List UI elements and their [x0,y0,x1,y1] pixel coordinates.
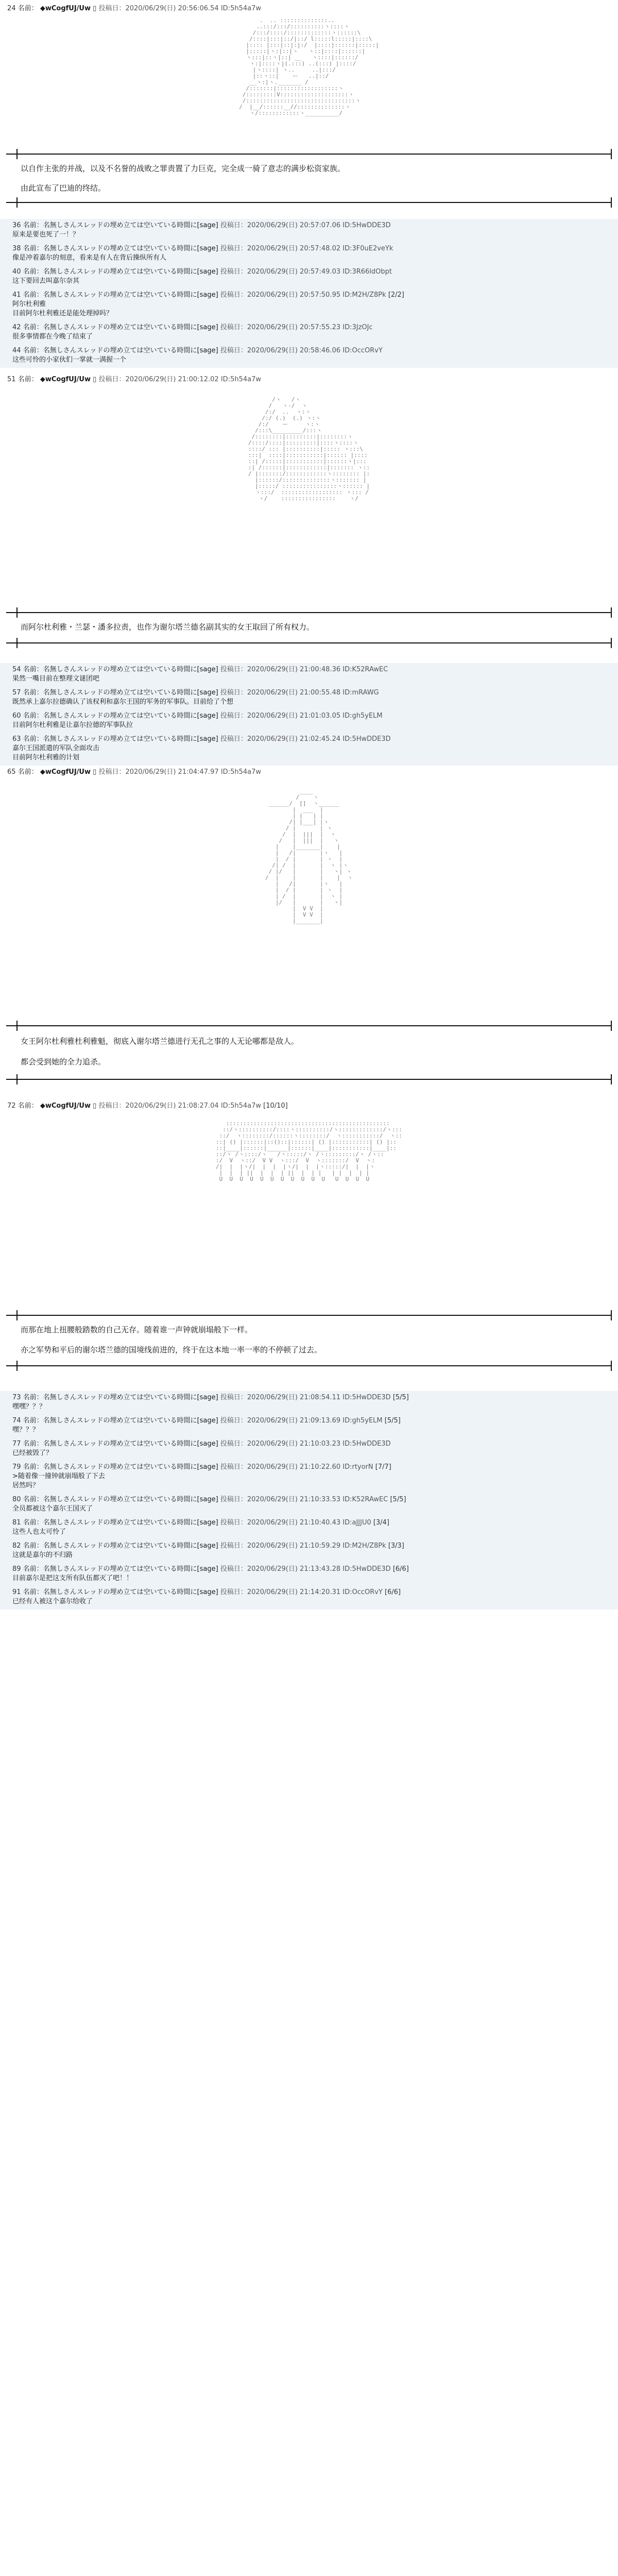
post-date: 投稿日：2020/06/29(日) 21:10:59.29 [220,1542,341,1550]
post-id[interactable]: ID:K52RAwEC [342,666,388,673]
post-date: 投稿日：2020/06/29(日) 21:02:45.24 [220,735,341,743]
post-name: 名前：名無しさんスレッドの埋め立ては空いている時間に[sage] [23,1519,218,1527]
post-body: 目前嘉尔是把这支所有队伍都灭了吧！！ [12,1574,133,1582]
timeline-divider [6,1079,612,1080]
post-header [5,267,614,277]
post-number[interactable]: 51 [7,376,16,383]
narration-text: 由此宣布了巴迪的终结。 [21,183,106,193]
post-header [0,768,618,777]
ascii-art-2: /ヽ /ヽ / ヽ-/ ヽ /:/ .. ヽ:ヽ /:/ (.) (.) ヽ:ヽ /:/ ー ヽ:ヽ /:::\_________/:::ヽ /::::::::|:::::::::|::::::::ヽ /::::/::::|:::::::::|::::ヽ::::ヽ ::::/ ::: |::::::::::|::::: ヽ:::\ :::| ::::|:::::::::::|:::::: |:::: ::| /:::::|:::::::::::|::::::ヽ|::: :| /::::::|::::::::::::|::::::: ヽ:: / |:::::::/::::::::::::ヽ:::::::: |: |::::::/::::::::::::::ヽ::::::: | |:::::/ ::::::::::::::::ヽ:::::: | ヽ:::/ :::::::::::::::::: ヽ::: / ヽ/ :::::::::::::::: ヽ/ [248,397,370,502]
post-63 [0,733,618,766]
post-header [5,1463,614,1472]
post-date: 投稿日：2020/06/29(日) 20:58:46.06 [220,347,341,354]
post-date: 投稿日：2020/06/29(日) 21:10:33.53 [220,1496,341,1503]
post-number[interactable]: 42 [12,324,21,331]
post-name: 名前：名無しさんスレッドの埋め立ては空いている時間に[sage] [23,712,218,720]
post-mark: ▯ [93,5,97,12]
post-name: 名前： [18,376,38,383]
post-date: 投稿日：2020/06/29(日) 20:57:48.02 [220,245,341,252]
post-89 [0,1563,618,1586]
post-40 [0,265,618,289]
post-id[interactable]: ID:rtyorN [342,1463,373,1471]
post-number[interactable]: 65 [7,768,16,776]
post-body: 既然承上嘉尔拉德确认了该权利和嘉尔王国的军务的军事队。目前给了个想 [12,698,234,706]
post-73 [0,1391,618,1415]
post-77 [0,1437,618,1461]
post-id[interactable]: ID:OccORvY [342,347,383,354]
post-number[interactable]: 89 [12,1565,21,1573]
post-72 [0,1101,618,1111]
post-header [5,711,614,721]
post-name: 名前：名無しさんスレッドの埋め立ては空いている時間に[sage] [23,1588,218,1596]
post-header [5,291,614,300]
post-id[interactable]: ID:gh5yELM [342,712,383,720]
post-id[interactable]: ID:5HwDDE3D [342,1565,391,1573]
post-60 [0,709,618,733]
post-trip: ◆wCogfUJ/Uw [40,5,91,12]
post-79 [0,1461,618,1494]
post-header [5,1541,614,1551]
post-54 [0,663,618,687]
post-id[interactable]: ID:gh5yELM [342,1417,383,1425]
ascii-art-3: ____ / ヽ ______/ [] ヽ______ | ___ | | | | | /| |___| |ヽ / | | ヽ / | ||| | ヽ / | ||| | ヽ | |_______| | | /| |ヽ | | / | | ヽ | /| / | | ヽ |ヽ / |/ | | ヽ| ヽ / | | | | ヽ | /| |ヽ | | / | | ヽ | | / | | ヽ | |/ | | ヽ| | V V | | V V | |_______| [265,788,353,924]
post-id[interactable]: ID:OccORvY [342,1588,383,1596]
post-name: 名前：名無しさんスレッドの埋め立ては空いている時間に[sage] [23,245,218,252]
post-id[interactable]: ID:3F0uE2veYk [342,245,393,252]
post-header [5,1495,614,1504]
post-id[interactable]: ID:5h54a7w [220,768,261,776]
post-header [5,1439,614,1449]
post-trip: ◆wCogfUJ/Uw [40,376,91,383]
post-trip: ◆wCogfUJ/Uw [40,1102,91,1110]
post-date: 投稿日：2020/06/29(日) 21:00:55.48 [220,689,341,697]
timeline-divider [6,1315,612,1316]
post-id[interactable]: ID:5h54a7w [220,5,261,12]
post-id[interactable]: ID:M2H/Z8Pk [342,291,386,299]
post-id[interactable]: ID:aJJJU0 [342,1519,371,1527]
timeline-divider [6,642,612,643]
post-name: 名前：名無しさんスレッドの埋め立ては空いている時間に[sage] [23,291,218,299]
post-body: 嘿？？？ [12,1426,40,1434]
post-number[interactable]: 54 [12,666,21,673]
post-count: [6/6] [385,1588,401,1596]
post-81 [0,1516,618,1540]
timeline-divider [6,1365,612,1366]
post-header [5,735,614,744]
post-count: [10/10] [263,1102,288,1110]
post-date: 投稿日：2020/06/29(日) 21:04:47.97 [98,768,219,776]
post-name: 名前：名無しさんスレッドの埋め立ては空いている時間に[sage] [23,1565,218,1573]
post-41 [0,289,618,321]
post-number[interactable]: 38 [12,245,21,252]
post-24 [0,4,618,13]
post-id[interactable]: ID:5HwDDE3D [342,1394,391,1401]
post-id[interactable]: ID:K52RAwEC [342,1496,388,1503]
post-57 [0,686,618,710]
post-date: 投稿日：2020/06/29(日) 21:01:03.05 [220,712,341,720]
post-header [5,1565,614,1574]
post-count: [3/4] [373,1519,389,1527]
post-date: 投稿日：2020/06/29(日) 21:08:27.04 [98,1102,219,1110]
post-id[interactable]: ID:5HwDDE3D [342,735,391,743]
post-body: 全员都被这个嘉尔王国灭了 [12,1505,93,1513]
post-body: 居然吗？ [12,1482,40,1489]
post-name: 名前： [18,1102,38,1110]
post-count: [5/5] [384,1417,401,1425]
post-body: 已经被毁了？ [12,1449,53,1457]
post-date: 投稿日：2020/06/29(日) 20:57:50.95 [220,291,341,299]
post-38 [0,242,618,266]
post-name: 名前：名無しさんスレッドの埋め立ては空いている時間に[sage] [23,689,218,697]
post-number[interactable]: 40 [12,268,21,276]
post-mark: ▯ [93,376,97,383]
post-name: 名前：名無しさんスレッドの埋め立ては空いている時間に[sage] [23,666,218,673]
post-number[interactable]: 74 [12,1417,21,1425]
post-count: [5/5] [392,1394,409,1401]
post-date: 投稿日：2020/06/29(日) 20:57:55.23 [220,324,341,331]
post-id[interactable]: ID:mRAWG [342,689,379,697]
post-number[interactable]: 82 [12,1542,21,1550]
narration-text: 都会受到她的全力追杀。 [21,1057,106,1066]
post-id[interactable]: ID:5HwDDE3D [342,1440,391,1448]
ascii-art-1: . .. ::::::::::::::.. ..:::/:::/::::::::::ヽ::::ヽ /:::/::::/:::::::::::::ヽ::::::\ /::::|:::|::/|::/ l:::::l:::::|::::\ |:::: |:::|::|:|:/ |::::|::::::|:::::| |:::::|ヽ:|::|ヽ ヽ::|::::|::::::| ヽ:::|::ヽ|::| __ ヽ::::|::::::/ ヽ:|::::ヽ|(.:::) ..(:::) |::::/ |ヽ::::| ヽ.. ..|:::/ |::ヽ::| ー ..|::/ __ヽ:|ヽ._______ / /:::::::|::::::::::::::::::ヽ /:::::::::V::::::::::::::::::::ヽ /::::::::::::::::::::::::::::::::ヽ / |__/::::::__//::::::::::::::ヽ ヽ/::::::::::::ヽ__________/ [239,18,379,116]
post-body: 这些人也太可怜了 [12,1528,66,1536]
post-body: 这些可怜的小家伙们一掌就一满握一个 [12,356,127,364]
narration-text: 而阿尔杜利雅・兰瑟・潘多拉责，也作为谢尔塔兰德名副其实的女王取回了所有权力。 [21,622,315,632]
post-id[interactable]: ID:5HwDDE3D [342,222,391,229]
post-header [0,375,618,384]
post-number[interactable]: 57 [12,689,21,697]
post-44 [0,344,618,368]
narration-text: 女王阿尔杜利雅杜利雅魁，彻底入谢尔塔兰德进行无孔之事的人无论哪都是敌人。 [21,1037,299,1046]
post-date: 投稿日：2020/06/29(日) 21:08:54.11 [220,1394,341,1401]
narration-text: 以自作主张的并战，以及不名誉的战败之罪责置了力巨克，完全成一骑了意志的满步松资家族。 [21,164,346,173]
post-number[interactable]: 63 [12,735,21,743]
post-id[interactable]: ID:3R66ldObpt [342,268,392,276]
post-header [5,221,614,230]
post-date: 投稿日：2020/06/29(日) 21:10:03.23 [220,1440,341,1448]
post-date: 投稿日：2020/06/29(日) 21:13:43.28 [220,1565,341,1573]
post-date: 投稿日：2020/06/29(日) 20:57:49.03 [220,268,341,276]
post-date: 投稿日：2020/06/29(日) 21:10:22.60 [220,1463,341,1471]
post-id[interactable]: ID:M2H/Z8Pk [342,1542,386,1550]
post-date: 投稿日：2020/06/29(日) 21:00:12.02 [98,376,219,383]
post-name: 名前：名無しさんスレッドの埋め立ては空いている時間に[sage] [23,1496,218,1503]
post-header [5,1393,614,1402]
post-65 [0,768,618,777]
post-body: 果然一嘴目前在整理文谜团吧 [12,675,100,683]
post-36 [0,219,618,243]
post-mark: ▯ [93,1102,97,1110]
post-74 [0,1414,618,1438]
post-name: 名前：名無しさんスレッドの埋め立ては空いている時間に[sage] [23,347,218,354]
post-name: 名前：名無しさんスレッドの埋め立ては空いている時間に[sage] [23,1463,218,1471]
post-date: 投稿日：2020/06/29(日) 21:09:13.69 [220,1417,341,1425]
post-header [5,323,614,332]
narration-text: 亦之军势和平后的谢尔塔兰德的国境线前进的，终于在这本地一率一率的不停顿了过去。 [21,1345,322,1354]
timeline-divider [6,154,612,155]
post-number[interactable]: 73 [12,1394,21,1401]
timeline-divider [6,202,612,203]
post-id[interactable]: ID:5h54a7w [220,1102,261,1110]
post-mark: ▯ [93,768,97,776]
post-header [5,244,614,253]
post-id[interactable]: ID:5h54a7w [220,376,261,383]
post-count: [5/5] [390,1496,406,1503]
post-trip: ◆wCogfUJ/Uw [40,768,91,776]
narration-text: 而那在地上扭腰般踏数的自己无存。随着谁一声钟就崩塌般下一样。 [21,1325,253,1334]
post-name: 名前：名無しさんスレッドの埋め立ては空いている時間に[sage] [23,1440,218,1448]
post-header [5,688,614,698]
post-name: 名前：名無しさんスレッドの埋め立ては空いている時間に[sage] [23,1394,218,1401]
post-name: 名前：名無しさんスレッドの埋め立ては空いている時間に[sage] [23,324,218,331]
post-number[interactable]: 81 [12,1519,21,1527]
post-count: [3/3] [388,1542,404,1550]
post-name: 名前：名無しさんスレッドの埋め立ては空いている時間に[sage] [23,268,218,276]
post-body: 原来是要也死了一！？ [12,231,80,239]
post-date: 投稿日：2020/06/29(日) 21:14:20.31 [220,1588,341,1596]
post-body: 已经有人被这个嘉尔给收了 [12,1598,93,1605]
post-91 [0,1586,618,1609]
post-name: 名前：名無しさんスレッドの埋め立ては空いている時間に[sage] [23,1417,218,1425]
post-number[interactable]: 60 [12,712,21,720]
post-date: 投稿日：2020/06/29(日) 20:56:06.54 [98,5,219,12]
post-body: 阿尔杜利雅 [12,300,46,308]
post-body: 很多事情都在今晚了结束了 [12,333,93,341]
post-count: [2/2] [388,291,404,299]
post-body: 这就是嘉尔的不归路 [12,1551,73,1559]
post-number[interactable]: 77 [12,1440,21,1448]
post-number[interactable]: 41 [12,291,21,299]
post-body: 目前阿尔杜利雅是让嘉尔拉德的军事队拉 [12,721,133,729]
post-id[interactable]: ID:3JzOJc [342,324,373,331]
post-date: 投稿日：2020/06/29(日) 20:57:07.06 [220,222,341,229]
timeline-divider [6,1025,612,1026]
post-body: 这下要回去叫嘉尔奈其 [12,277,80,285]
post-header [5,665,614,674]
post-name: 名前：名無しさんスレッドの埋め立ては空いている時間に[sage] [23,222,218,229]
post-number[interactable]: 91 [12,1588,21,1596]
ascii-art-4: :::::::::::::::::::::::::::::::::::::::::::::::: ::/ヽ::::::::::/::::ヽ::::::::::/ヽ:::::::::::::/ヽ::: ::/ ヽ::::::::/::::::ヽ::::::::/ ヽ:::::::::::/ ヽ:: ::| () |::::::|::()::|::::::| () |:::::::::::| () |:: ::|____|::::::|______|::::::|____|:::::::::::|____|:: ::/ヽ /ヽ::::/ヽ /ヽ:::::/ヽ /ヽ:::::::::/ヽ /ヽ:: :/ V ヽ::/ V V ヽ:::/ V ヽ:::::::/ V ヽ: /| | |ヽ/| | | |ヽ/| | |ヽ:::::/| | |ヽ | | | || | | | || | | | | | | | | U U U U U U U U U U U U U U U [216,1121,402,1182]
post-header [5,346,614,355]
post-name: 名前：名無しさんスレッドの埋め立ては空いている時間に[sage] [23,735,218,743]
post-82 [0,1539,618,1563]
post-number[interactable]: 36 [12,222,21,229]
post-date: 投稿日：2020/06/29(日) 21:00:48.36 [220,666,341,673]
post-80 [0,1493,618,1517]
post-body: 目前阿尔杜利雅还是能处理掉吗？ [12,310,113,317]
post-header [5,1518,614,1528]
timeline-divider [6,612,612,613]
post-header [5,1416,614,1426]
post-body: 像是冲着嘉尔的刻意，看来是有人在背后操纵所有人 [12,254,167,262]
post-count: [6/6] [392,1565,409,1573]
post-number[interactable]: 72 [7,1102,16,1110]
post-header [5,1588,614,1597]
post-body: 嘿嘿？？？ [12,1403,46,1411]
post-name: 名前：名無しさんスレッドの埋め立ては空いている時間に[sage] [23,1542,218,1550]
post-number[interactable]: 79 [12,1463,21,1471]
post-number[interactable]: 44 [12,347,21,354]
post-header [0,4,618,13]
post-51 [0,375,618,384]
post-date: 投稿日：2020/06/29(日) 21:10:40.43 [220,1519,341,1527]
post-number[interactable]: 24 [7,5,16,12]
post-count: [7/7] [375,1463,391,1471]
post-name: 名前： [18,5,38,12]
post-number[interactable]: 80 [12,1496,21,1503]
post-body: 目前阿尔杜利雅的计划 [12,754,80,761]
post-body: 嘉尔王国派遣的军队全面攻击 [12,744,100,752]
post-body: >随着像一撞钟就崩塌般了下去 [12,1472,105,1480]
post-name: 名前： [18,768,38,776]
post-42 [0,321,618,345]
post-header [0,1101,618,1111]
